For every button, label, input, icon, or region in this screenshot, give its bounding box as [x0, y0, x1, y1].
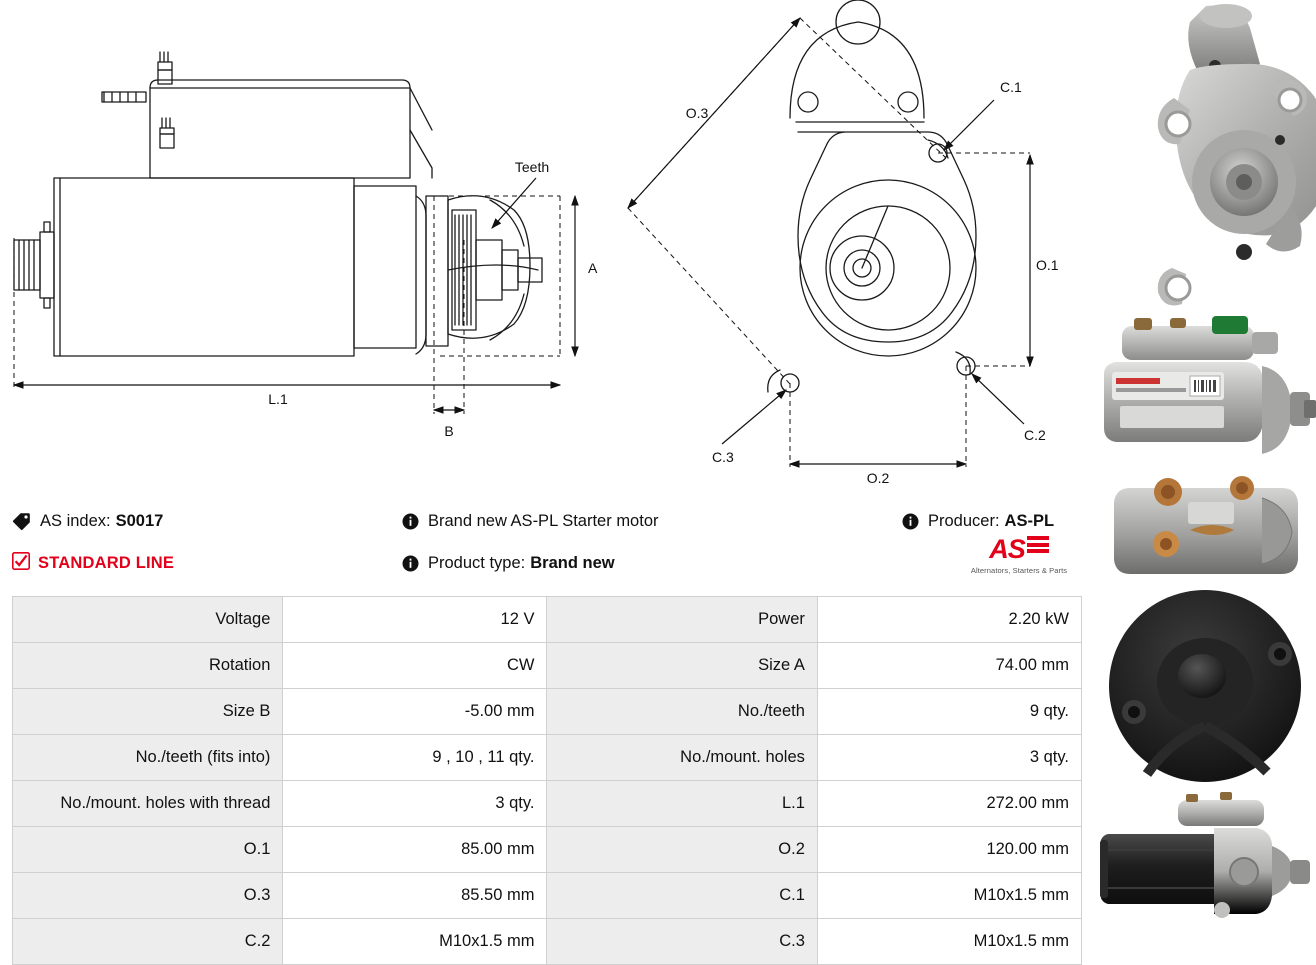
info-icon: [402, 555, 419, 572]
side-view-drawing: [14, 52, 542, 356]
tag-icon: [12, 512, 31, 531]
brand-mark: AS: [989, 534, 1025, 564]
spec-label: Power: [547, 597, 817, 643]
table-row: [13, 643, 1082, 689]
spec-label: C.1: [547, 873, 817, 919]
as-index-value: S0017: [115, 511, 164, 530]
label-c2: C.2: [1024, 427, 1046, 443]
label-c1: C.1: [1000, 79, 1022, 95]
spec-label: O.1: [13, 827, 283, 873]
spec-label: Size B: [13, 689, 283, 735]
spec-label: No./teeth: [547, 689, 817, 735]
as-pl-logo: [964, 536, 1074, 575]
specifications-table: [12, 596, 1082, 965]
product-photo-gallery: [1094, 0, 1316, 936]
spec-label: No./mount. holes with thread: [13, 781, 283, 827]
spec-label: Size A: [547, 643, 817, 689]
product-photo-full[interactable]: [1094, 790, 1316, 936]
technical-drawings: [0, 0, 1090, 490]
table-row: [13, 781, 1082, 827]
product-photo-terminals[interactable]: [1094, 468, 1316, 798]
info-icon: [902, 513, 919, 530]
spec-value: CW: [283, 643, 547, 689]
spec-value: M10x1.5 mm: [817, 919, 1081, 965]
spec-value: 272.00 mm: [817, 781, 1081, 827]
spec-value: 74.00 mm: [817, 643, 1081, 689]
producer-field: [902, 512, 1082, 531]
product-description: Brand new AS-PL Starter motor: [428, 511, 659, 530]
spec-label: L.1: [547, 781, 817, 827]
table-row: [13, 827, 1082, 873]
label-o2: O.2: [866, 470, 890, 486]
as-index-field: [12, 512, 402, 531]
brand-bars-icon: [1027, 536, 1049, 556]
spec-label: Rotation: [13, 643, 283, 689]
spec-value: M10x1.5 mm: [817, 873, 1081, 919]
product-type-field: [402, 554, 902, 573]
as-index-label: AS index:: [40, 511, 111, 530]
label-c3: C.3: [712, 449, 734, 465]
product-info-block: [12, 500, 1082, 586]
standard-line-label: STANDARD LINE: [38, 553, 175, 572]
spec-value: 85.00 mm: [283, 827, 547, 873]
product-line-badge: [12, 552, 402, 575]
label-o1: O.1: [1036, 257, 1059, 273]
table-row: [13, 597, 1082, 643]
spec-value: M10x1.5 mm: [283, 919, 547, 965]
table-row: [13, 873, 1082, 919]
producer-label: Producer:: [928, 511, 1000, 530]
spec-label: No./mount. holes: [547, 735, 817, 781]
spec-value: -5.00 mm: [283, 689, 547, 735]
spec-value: 120.00 mm: [817, 827, 1081, 873]
spec-label: C.2: [13, 919, 283, 965]
table-row: [13, 735, 1082, 781]
spec-value: 3 qty.: [283, 781, 547, 827]
product-photo-drive-end[interactable]: [1094, 0, 1316, 322]
spec-value: 12 V: [283, 597, 547, 643]
product-type-value: Brand new: [530, 553, 615, 572]
spec-value: 85.50 mm: [283, 873, 547, 919]
info-row-secondary: [12, 542, 1082, 584]
check-box-icon: [12, 552, 30, 575]
label-o3: O.3: [685, 105, 709, 121]
info-row-primary: [12, 500, 1082, 542]
producer-value: AS-PL: [1004, 511, 1055, 530]
spec-value: 2.20 kW: [817, 597, 1081, 643]
label-a: A: [588, 260, 598, 276]
label-l1: L.1: [268, 391, 288, 407]
spec-label: Voltage: [13, 597, 283, 643]
product-photo-side[interactable]: [1094, 310, 1316, 470]
spec-label: No./teeth (fits into): [13, 735, 283, 781]
spec-value: 9 , 10 , 11 qty.: [283, 735, 547, 781]
front-view-drawing: [768, 0, 976, 392]
spec-label: O.3: [13, 873, 283, 919]
product-type-label: Product type:: [428, 553, 526, 572]
spec-value: 9 qty.: [817, 689, 1081, 735]
label-teeth: Teeth: [514, 159, 550, 175]
table-row: [13, 919, 1082, 965]
spec-label: O.2: [547, 827, 817, 873]
label-b: B: [444, 423, 454, 439]
table-row: [13, 689, 1082, 735]
info-icon: [402, 513, 419, 530]
product-description-field: [402, 512, 902, 531]
spec-label: C.3: [547, 919, 817, 965]
brand-tagline: Alternators, Starters & Parts: [970, 566, 1068, 575]
spec-value: 3 qty.: [817, 735, 1081, 781]
